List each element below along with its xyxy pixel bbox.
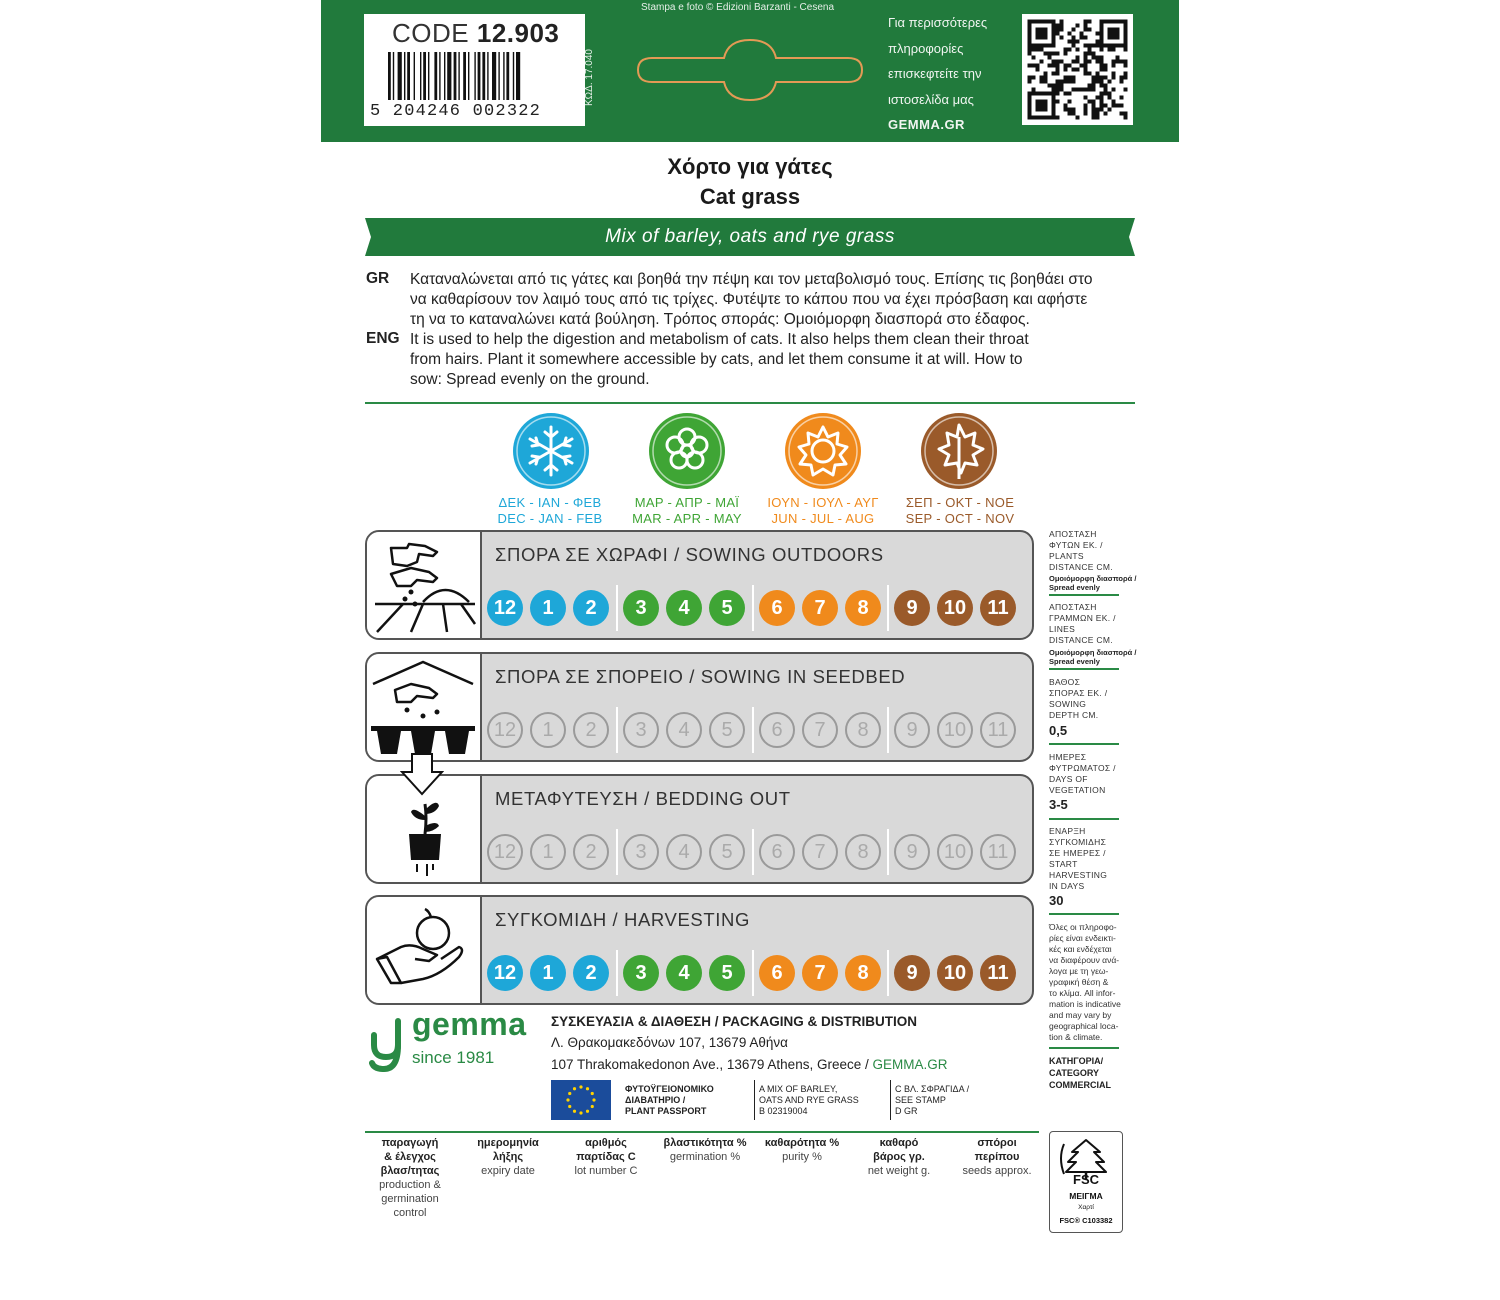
month-3: 3 xyxy=(623,712,659,748)
hanger-hole-icon xyxy=(636,36,864,104)
month-10: 10 xyxy=(937,955,973,991)
row-harvesting xyxy=(365,895,1034,1005)
website-link[interactable]: GEMMA.GR xyxy=(888,117,965,132)
spec-depth: ΒΑΘΟΣ ΣΠΟΡΑΣ ΕΚ. / SOWING DEPTH CM. xyxy=(1049,677,1108,720)
harvest-hand-icon xyxy=(367,897,482,1003)
month-1: 1 xyxy=(530,590,566,626)
season-separator xyxy=(887,829,889,875)
subtitle: Mix of barley, oats and rye grass xyxy=(605,226,895,247)
season-label-spring: ΜΑΡ - ΑΠΡ - ΜΑΪ MAR - APR - MAY xyxy=(632,495,742,526)
month-4: 4 xyxy=(666,955,702,991)
season-separator xyxy=(752,707,754,753)
lang-code-gr: GR xyxy=(366,270,390,287)
sun-icon xyxy=(785,413,861,489)
seeds-approx-label: σπόροι περίπου seeds approx. xyxy=(962,1137,1032,1177)
address-greek: Λ. Θρακομακεδόνων 107, 13679 Αθήνα xyxy=(551,1035,788,1050)
season-separator xyxy=(752,829,754,875)
lot-number-label: αριθμός παρτίδας C lot number C xyxy=(574,1137,638,1177)
season-separator xyxy=(616,707,618,753)
season-separator xyxy=(752,950,754,996)
plant-passport-stamp: C ΒΛ. ΣΦΡΑΓΙΔΑ / SEE STAMP D GR xyxy=(895,1084,970,1116)
snowflake-icon xyxy=(513,413,589,489)
month-9: 9 xyxy=(894,834,930,870)
month-9: 9 xyxy=(894,590,930,626)
spec-lines-distance: ΑΠΟΣΤΑΣΗ ΓΡΑΜΜΩΝ ΕΚ. / LINES DISTANCE CM. xyxy=(1049,602,1116,645)
leaf-icon xyxy=(921,413,997,489)
season-separator xyxy=(616,829,618,875)
plant-passport-botanical: A MIX OF BARLEY, OATS AND RYE GRASS B 02319004 xyxy=(759,1084,859,1116)
flower-icon xyxy=(649,413,725,489)
print-credit: Stampa e foto © Edizioni Barzanti - Cesena xyxy=(641,2,835,13)
spec-vegetation: ΗΜΕΡΕΣ ΦΥΤΡΩΜΑΤΟΣ / DAYS OF VEGETATION xyxy=(1049,752,1116,795)
month-10: 10 xyxy=(937,834,973,870)
month-1: 1 xyxy=(530,955,566,991)
expiry-date-label: ημερομηνία λήξης expiry date xyxy=(477,1137,539,1177)
month-11: 11 xyxy=(980,834,1016,870)
month-2: 2 xyxy=(573,834,609,870)
title-greek: Χόρτο για γάτες xyxy=(667,154,833,179)
production-control-label: παραγωγή & έλεγχος βλασ/τητας production & germination control xyxy=(379,1137,441,1219)
season-separator xyxy=(887,585,889,631)
qr-code-icon[interactable] xyxy=(1022,14,1133,125)
description-english: It is used to help the digestion and metabolism of cats. It also helps them clean their throat from hairs. Plant it somewhere accessible by cats, and let them consume it at will. How to sow: Spread evenly on the ground. xyxy=(410,331,1029,388)
category: ΚΑΤΗΓΟΡΙΑ/ CATEGORY COMMERCIAL xyxy=(1049,1056,1111,1090)
row-title: ΣΠΟΡΑ ΣΕ ΧΩΡΑΦΙ / SOWING OUTDOORS xyxy=(495,544,884,565)
season-label-summer: ΙΟΥΝ - ΙΟΥΛ - ΑΥΓ JUN - JUL - AUG xyxy=(767,495,879,526)
divider xyxy=(1049,913,1119,915)
divider xyxy=(365,402,1135,404)
barcode-icon xyxy=(386,52,566,100)
divider xyxy=(1049,818,1119,820)
month-5: 5 xyxy=(709,834,745,870)
month-7: 7 xyxy=(802,955,838,991)
brand-name: gemma xyxy=(412,1006,527,1042)
plant-passport-label: ΦΥΤΟΫΓΕΙΟΝΟΜΙΚΟ ΔΙΑΒΑΤΗΡΙΟ / PLANT PASSPORT xyxy=(625,1084,714,1116)
month-12: 12 xyxy=(487,590,523,626)
month-1: 1 xyxy=(530,834,566,870)
sowing-field-icon xyxy=(367,532,482,638)
month-2: 2 xyxy=(573,955,609,991)
spec-harvest-value: 30 xyxy=(1049,893,1064,908)
spec-harvest: ΕΝΑΡΞΗ ΣΥΓΚΟΜΙΔΗΣ ΣΕ ΗΜΕΡΕΣ / START HARVESTING IN DAYS xyxy=(1049,826,1108,891)
net-weight-label: καθαρό βάρος γρ. net weight g. xyxy=(867,1137,931,1177)
arrow-down-icon xyxy=(400,752,444,796)
month-7: 7 xyxy=(802,834,838,870)
month-11: 11 xyxy=(980,955,1016,991)
season-separator xyxy=(887,950,889,996)
month-12: 12 xyxy=(487,834,523,870)
product-code: CODE 12.903 xyxy=(392,18,560,48)
month-2: 2 xyxy=(573,712,609,748)
address-english: 107 Thrakomakedonon Ave., 13679 Athens, Greece / GEMMA.GR xyxy=(551,1057,948,1072)
month-9: 9 xyxy=(894,955,930,991)
description-greek: Καταναλώνεται από τις γάτες και βοηθά την πέψη και τον μεταβολισμό τους. Επίσης τις βοηθάει στο να καθαρίσουν τον λαιμό τους από τις τρίχες. Φυτέψτε το κάπου που να έχει πρόσβαση και αφήστε τη να το καταναλώνει κατά βούληση. Τρόπος σποράς: Ομοιόμορφη διασπορά στο έδαφος. xyxy=(410,271,1093,328)
season-separator xyxy=(752,585,754,631)
divider xyxy=(1049,1047,1119,1049)
lang-code-en: ENG xyxy=(366,330,400,347)
month-7: 7 xyxy=(802,590,838,626)
month-6: 6 xyxy=(759,590,795,626)
brand-since: since 1981 xyxy=(412,1048,495,1067)
month-12: 12 xyxy=(487,712,523,748)
season-label-autumn: ΣΕΠ - ΟΚΤ - ΝΟΕ SEP - OCT - NOV xyxy=(905,495,1015,526)
barcode-digits: 5 204246 002322 xyxy=(370,102,542,121)
info-text: Για περισσότερες πληροφορίες επισκεφτείτε την ιστοσελίδα μας GEMMA.GR xyxy=(888,10,987,138)
month-5: 5 xyxy=(709,590,745,626)
spec-plants-distance: ΑΠΟΣΤΑΣΗ ΦΥΤΩΝ ΕΚ. / PLANTS DISTANCE CM. xyxy=(1049,529,1113,572)
fsc-logo-icon: FSC ΜΕΙΓΜΑ Χαρτί FSC® C103382 xyxy=(1049,1131,1123,1233)
month-3: 3 xyxy=(623,834,659,870)
month-8: 8 xyxy=(845,955,881,991)
month-7: 7 xyxy=(802,712,838,748)
eu-flag-icon xyxy=(551,1080,611,1120)
row-bedding-out xyxy=(365,774,1034,884)
seedbed-icon xyxy=(367,654,482,760)
month-1: 1 xyxy=(530,712,566,748)
kod-code: ΚΩΔ. 17.040 xyxy=(584,49,595,106)
divider xyxy=(754,1080,755,1120)
month-8: 8 xyxy=(845,712,881,748)
month-5: 5 xyxy=(709,712,745,748)
germination-label: βλαστικότητα % germination % xyxy=(663,1137,747,1163)
row-title: ΣΠΟΡΑ ΣΕ ΣΠΟΡΕΙΟ / SOWING IN SEEDBED xyxy=(495,666,906,687)
barcode-panel xyxy=(364,14,585,126)
divider xyxy=(1049,743,1119,745)
row-title: ΣΥΓΚΟΜΙΔΗ / HARVESTING xyxy=(495,909,750,930)
title-english: Cat grass xyxy=(699,184,801,209)
month-5: 5 xyxy=(709,955,745,991)
website-link[interactable]: GEMMA.GR xyxy=(872,1057,948,1072)
disclaimer: Όλες οι πληροφο- ρίες είναι ενδεικτι- κές και ενδέχεται να διαφέρουν ανά- λογα με τη γεω- γραφική θέση & το κλίμα. All infor- mation is indicative and may vary by geographical loca- tion & climate. xyxy=(1049,922,1121,1042)
season-label-winter: ΔΕΚ - ΙΑΝ - ΦΕΒ DEC - JAN - FEB xyxy=(497,495,603,526)
spec-plants-distance-value: Ομοιόμορφη διασπορά / Spread evenly xyxy=(1049,574,1137,592)
month-4: 4 xyxy=(666,834,702,870)
month-6: 6 xyxy=(759,834,795,870)
divider xyxy=(1049,668,1119,670)
gemma-logo-icon xyxy=(368,1015,404,1075)
month-6: 6 xyxy=(759,955,795,991)
month-10: 10 xyxy=(937,590,973,626)
season-separator xyxy=(616,585,618,631)
month-3: 3 xyxy=(623,955,659,991)
month-8: 8 xyxy=(845,834,881,870)
month-10: 10 xyxy=(937,712,973,748)
month-6: 6 xyxy=(759,712,795,748)
spec-depth-value: 0,5 xyxy=(1049,723,1068,738)
month-9: 9 xyxy=(894,712,930,748)
month-11: 11 xyxy=(980,712,1016,748)
month-11: 11 xyxy=(980,590,1016,626)
spec-vegetation-value: 3-5 xyxy=(1049,797,1068,812)
month-2: 2 xyxy=(573,590,609,626)
purity-label: καθαρότητα % purity % xyxy=(764,1137,840,1163)
divider xyxy=(890,1080,891,1120)
month-4: 4 xyxy=(666,712,702,748)
row-sowing-outdoors xyxy=(365,530,1034,640)
month-3: 3 xyxy=(623,590,659,626)
row-sowing-seedbed xyxy=(365,652,1034,762)
row-title: ΜΕΤΑΦΥΤΕΥΣΗ / BEDDING OUT xyxy=(495,788,791,809)
season-separator xyxy=(616,950,618,996)
packaging-title: ΣΥΣΚΕΥΑΣΙΑ & ΔΙΑΘΕΣΗ / PACKAGING & DISTRIBUTION xyxy=(551,1014,918,1029)
divider xyxy=(1049,594,1119,596)
divider xyxy=(365,1131,1039,1133)
spec-lines-distance-value: Ομοιόμορφη διασπορά / Spread evenly xyxy=(1049,648,1137,666)
month-4: 4 xyxy=(666,590,702,626)
month-12: 12 xyxy=(487,955,523,991)
season-separator xyxy=(887,707,889,753)
month-8: 8 xyxy=(845,590,881,626)
